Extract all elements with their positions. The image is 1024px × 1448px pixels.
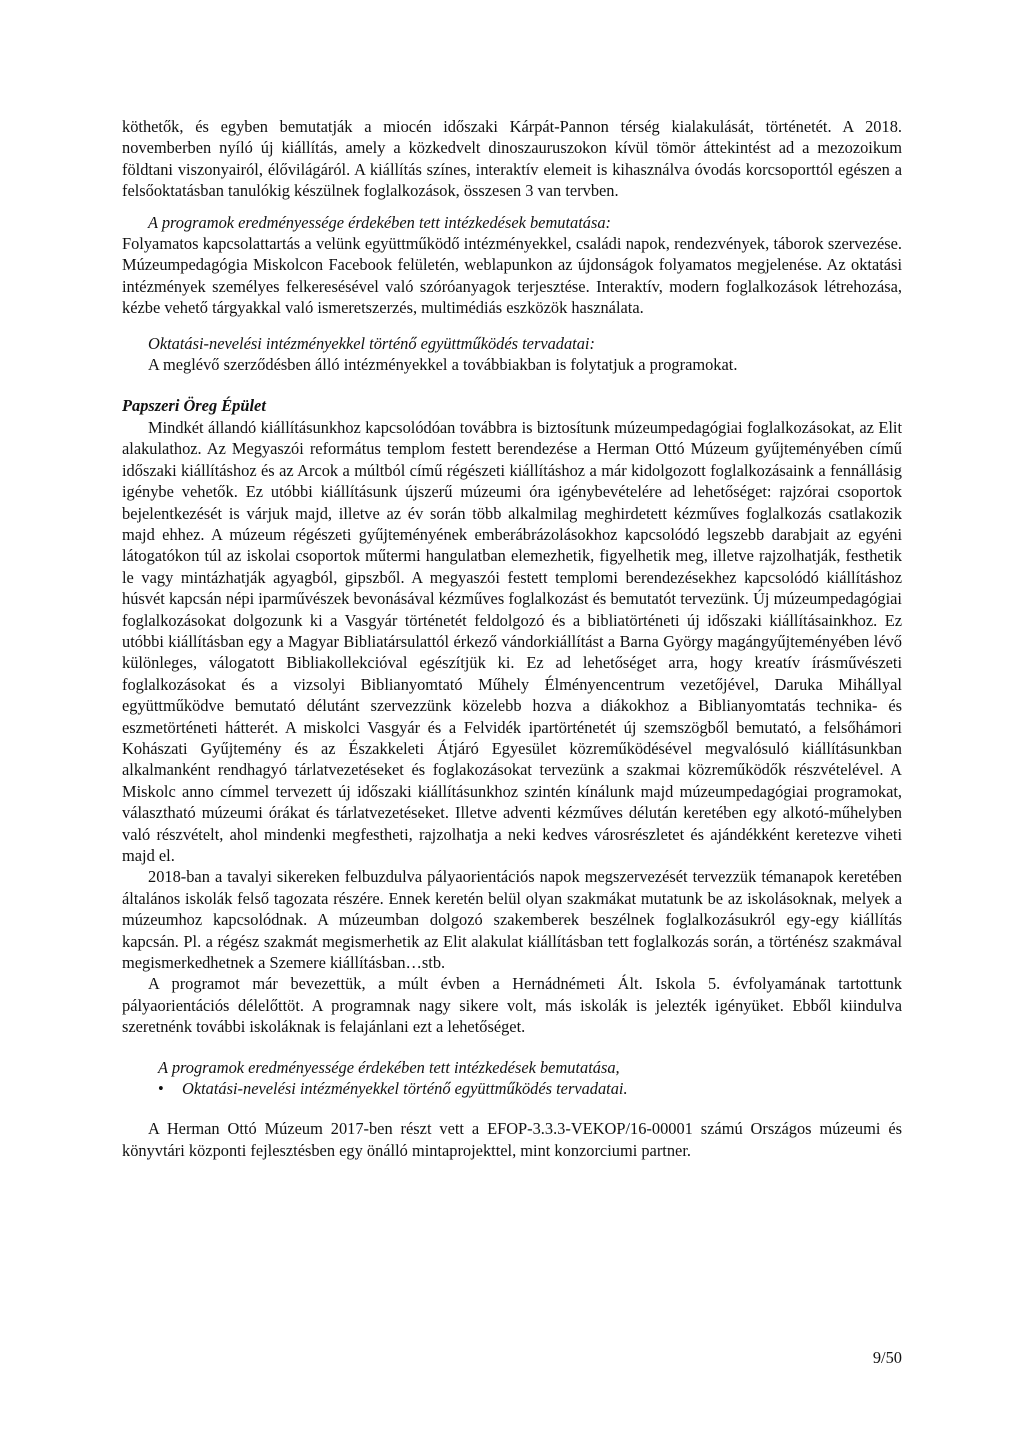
closing-bullet-item: [122, 1078, 902, 1099]
section-paragraph-1: Mindkét állandó kiállításunkhoz kapcsolódóan továbbra is biztosítunk múzeumpedagógiai foglalkozásokat, az Elit alakulathoz. Az Megyaszói református templom festett berendezése a Herman Ottó Múzeum gyűjteményében című időszaki kiállításhoz és az Arcok a múltból című régészeti kiállításhoz a már kidolgozott foglalkozásaink a fennállásig igénybe vehetők. Ez utóbbi kiállításunk újszerű múzeumi óra igénybevételére ad lehetőséget: rajzórai csoportok bejelentkezését is várjuk majd, illetve az év során több alkalmilag meghirdetett kézműves foglalkozás csatlakozik majd ehhez. A múzeum régészeti gyűjteményének emberábrázolásokhoz kapcsolódó legszebb darabjait az egyéni látogatókon túl az iskolai csoportok műtermi hangulatban elemezhetik, figyelhetik meg, illetve rajzolhatják, festhetik le vagy mintázhatják agyagból, gipszből. A megyaszói festett templomi berendezésekhez kapcsolódó kiállításhoz húsvét kapcsán népi iparművészek bevonásával kézműves foglalkozást és bemutatót tervezünk. Új múzeumpedagógiai foglalkozásokat dolgozunk ki a Vasgyár történetét feldolgozó és a bibliatörténeti új időszaki kiállításainkhoz. Ez utóbbi kiállításban egy a Magyar Bibliatársulattól érkező vándorkiállítást a Barna György magángyűjteményében lévő különleges, válogatott Bibliakollekcióval egészítjük ki. Ez ad lehetőséget arra, hogy kreatív írásművészeti foglalkozásokat és a vizsolyi Biblianyomtató Műhely Élményencentrum vezetőjével, Daruka Mihállyal együttműködve bemutató délutánt szervezzünk közelebb hozva a diákokhoz a Biblianyomtatás technika- és eszmetörténeti hátterét. A miskolci Vasgyár és a Felvidék ipartörténetét új szemszögből bemutató, a felsőhámori Kohászati Gyűjtemény és az Északkeleti Átjáró Egyesület közreműködésével megvalósuló kiállításunkban alkalmanként rendhagyó tárlatvezetéseket és foglakozásokat tervezünk a szakmai közreműködők részvételével. A Miskolc anno címmel tervezett új időszaki kiállításunkhoz szintén kínálunk majd múzeumpedagógiai programokat, választható múzeumi órákat és tárlatvezetéseket. Illetve adventi kézműves délután keretében egy alkotó-műhelyben való részvételt, ahol mindenki megfestheti, rajzolhatja a neki kedves városrészletet és ajándékként keretezve viheti majd el.: [122, 417, 902, 865]
section-paragraph-3: A programot már bevezettük, a múlt évben a Hernádnémeti Ált. Iskola 5. évfolyamának tartottunk pályaorientációs délelőttöt. A programnak nagy sikere volt, más iskolák is jelezték igényüket. Ebből kiindulva szeretnénk további iskoláknak is felajánlani ezt a lehetőséget.: [122, 974, 902, 1037]
section-paragraph-2: 2018-ban a tavalyi sikereken felbuzdulva pályaorientációs napok megszervezését tervezzük témanapok keretében általános iskolák felső tagozata részére. Ennek keretén belül olyan szakmákat mutatunk be az iskolásoknak, melyek a múzeumhoz kapcsolódnak. A múzeumban dolgozó szakemberek beszélnek foglalkozásukról egy-egy kiállítás kapcsán. Pl. a régész szakmát megismerhetik az Elit alakulat kiállításban tett foglalkozás során, a történész szakmával megismerkedhetnek a Szemere kiállításban…stb.: [122, 867, 902, 973]
measures-heading: A programok eredményessége érdekében tett intézkedések bemutatása:: [148, 212, 612, 232]
measures-text: Folyamatos kapcsolattartás a velünk együttműködő intézményekkel, családi napok, rendezvények, táborok szervezése. Múzeumpedagógia Miskolcon Facebook felületén, weblapunkon az újdonságok folyamatos megjelenése. Az oktatási intézmények személyes felkeresésével való szóróanyagok terjesztése. Interaktív, modern foglalkozások létrehozása, kézbe vehető tárgyakkal való ismeretszerzés, multimédiás eszközök használata.: [122, 234, 902, 318]
document-page: [122, 116, 902, 1161]
bullet-icon: •: [158, 1079, 164, 1099]
intro-paragraph: köthetők, és egyben bemutatják a miocén időszaki Kárpát-Pannon térség kialakulását, történetét. A 2018. novemberben nyíló új kiállítás, amely a közkedvelt dinoszauruszokon kívül tömör áttekintést ad a mezozoikum földtani viszonyairól, élővilágáról. A kiállítás színes, interaktív elemeit is kihasználva óvodás korcsoporttól egészen a felsőoktatásban tanulókig készülnek foglalkozások, összesen 3 van tervben.: [122, 117, 902, 201]
final-paragraph: A Herman Ottó Múzeum 2017-ben részt vett a EFOP-3.3.3-VEKOP/16-00001 számú Országos múzeumi és könyvtári központi fejlesztésben egy önálló mintaprojekttel, mint konzorciumi partner.: [122, 1119, 902, 1160]
section-title: Papszeri Öreg Épület: [122, 396, 266, 416]
page-number: 9/50: [872, 1348, 902, 1367]
closing-bullet-text: Oktatási-nevelési intézményekkel történő együttműködés tervadatai.: [182, 1079, 628, 1099]
cooperation-text: A meglévő szerződésben álló intézményekkel a továbbiakban is folytatjuk a programokat.: [148, 355, 738, 375]
cooperation-heading: Oktatási-nevelési intézményekkel történő együttműködés tervadatai:: [148, 333, 595, 353]
closing-list: [122, 1057, 902, 1100]
closing-line: A programok eredményessége érdekében tett intézkedések bemutatása,: [158, 1057, 620, 1077]
